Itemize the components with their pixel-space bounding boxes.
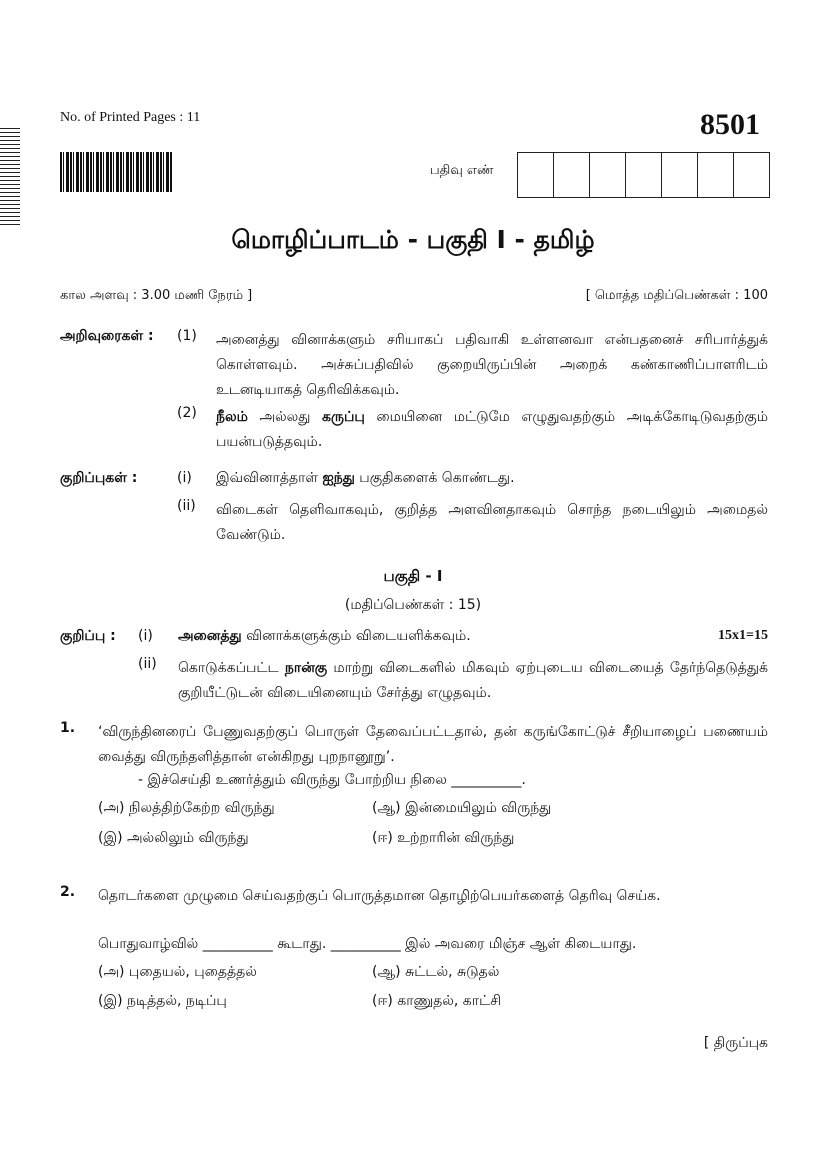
option: (அ) நிலத்திற்கேற்ற விருந்து: [98, 800, 275, 816]
question-text: தொடர்களை முழுமை செய்வதற்குப் பொருத்தமான தொழிற்பெயர்களைத் தெரிவு செய்க.: [98, 888, 661, 904]
printed-pages: No. of Printed Pages : 11: [60, 110, 201, 125]
option: (அ) புதையல், புதைத்தல்: [98, 964, 257, 980]
instructions-label: அறிவுரைகள் :: [60, 328, 154, 344]
instruction-text: அனைத்து வினாக்களும் சரியாகப் பதிவாகி உள்ளனவா என்பதனைச் சரிபார்த்துக் கொள்ளவும். அச்சுப்பதிவில் குறையிருப்பின் அறைக் கண்காணிப்பாளரிடம் உடனடியாகத் தெரிவிக்கவும்.: [216, 332, 768, 398]
note-num: (ii): [138, 656, 157, 672]
register-number-boxes[interactable]: [517, 152, 770, 198]
registration-marks: [0, 128, 20, 228]
note-label: குறிப்பு :: [60, 628, 116, 644]
note-num: (i): [138, 628, 153, 644]
notes-label: குறிப்புகள் :: [60, 470, 138, 486]
paper-code: 8501: [700, 108, 760, 141]
instruction-text: நீலம் அல்லது கருப்பு மையினை மட்டுமே எழுதுவதற்கும் அடிக்கோடிடுவதற்கும் பயன்படுத்தவும்.: [216, 409, 768, 450]
note-num: (i): [177, 470, 192, 486]
option: (ஈ) காணுதல், காட்சி: [372, 993, 502, 1009]
total-marks: [ மொத்த மதிப்பெண்கள் : 100: [585, 288, 768, 303]
barcode: [60, 152, 172, 192]
option: (இ) அல்லிலும் விருந்து: [98, 830, 249, 846]
option: (ஆ) சுட்டல், சுடுதல்: [372, 964, 500, 980]
reg-label: பதிவு எண்: [430, 163, 494, 178]
question-sub: - இச்செய்தி உணர்த்தும் விருந்து போற்றிய நிலை __________.: [138, 772, 526, 788]
question-number: 2.: [60, 884, 76, 900]
option: (ஈ) உற்றாரின் விருந்து: [372, 830, 515, 846]
question-number: 1.: [60, 720, 76, 736]
section-score: 15x1=15: [718, 628, 768, 643]
section-title: பகுதி - I: [383, 567, 443, 585]
page-title: மொழிப்பாடம் - பகுதி I - தமிழ்: [231, 225, 595, 254]
option: (இ) நடித்தல், நடிப்பு: [98, 993, 227, 1009]
note-num: (ii): [177, 498, 196, 514]
turn-over: [ திருப்புக: [703, 1035, 768, 1051]
time-allowed: கால அளவு : 3.00 மணி நேரம் ]: [60, 288, 253, 303]
section-marks: (மதிப்பெண்கள் : 15): [344, 597, 482, 613]
note-text: அனைத்து வினாக்களுக்கும் விடையளிக்கவும்.: [178, 628, 471, 644]
note-text: இவ்வினாத்தாள் ஐந்து பகுதிகளைக் கொண்டது.: [216, 470, 515, 486]
note-text: விடைகள் தெளிவாகவும், குறித்த அளவினதாகவும் சொந்த நடையிலும் அமைதல் வேண்டும்.: [216, 502, 768, 543]
note-text: கொடுக்கப்பட்ட நான்கு மாற்று விடைகளில் மிகவும் ஏற்புடைய விடையைத் தேர்ந்தெடுத்துக் குறியீட்டுடன் விடையினையும் சேர்த்து எழுதவும்.: [178, 660, 768, 701]
question-text: ‘விருந்தினரைப் பேணுவதற்குப் பொருள் தேவைப்பட்டதால், தன் கருங்கோட்டுச் சீறியாழைப் பணையம் வைத்து விருந்தளித்தான் என்கிறது புறநானூறு’.: [98, 724, 768, 765]
instruction-num: (2): [177, 405, 197, 421]
question-sub: பொதுவாழ்வில் __________ கூடாது. __________ இல் அவரை மிஞ்ச ஆள் கிடையாது.: [98, 936, 637, 952]
option: (ஆ) இன்மையிலும் விருந்து: [372, 800, 552, 816]
instruction-num: (1): [177, 328, 197, 344]
